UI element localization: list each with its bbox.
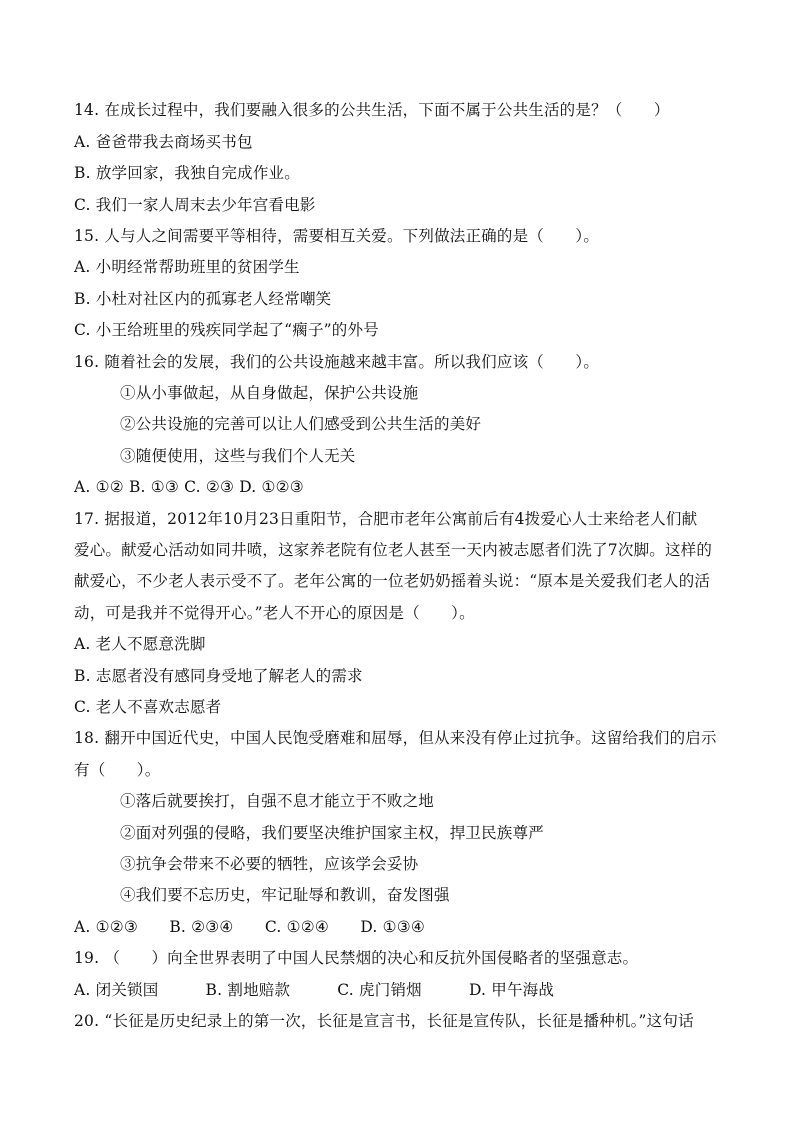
question-17-option-b: B. 志愿者没有感同身受地了解老人的需求 bbox=[74, 667, 363, 685]
question-18-stem-line-2: 有（ ）。 bbox=[74, 761, 161, 779]
question-14-option-b: B. 放学回家，我独自完成作业。 bbox=[74, 164, 300, 182]
question-18-item-3: ③抗争会带来不必要的牺牲，应该学会妥协 bbox=[120, 855, 419, 873]
question-18-item-1: ①落后就要挨打，自强不息才能立于不败之地 bbox=[120, 792, 435, 810]
question-16-stem: 16. 随着社会的发展，我们的公共设施越来越丰富。所以我们应该（ ）。 bbox=[74, 353, 600, 371]
question-17-stem-line-2: 爱心。献爱心活动如同井喷，这家养老院有位老人甚至一天内被志愿者们洗了7次脚。这样的 bbox=[74, 541, 713, 559]
question-17-stem-line-4: 动，可是我并不觉得开心。”老人不开心的原因是（ ）。 bbox=[74, 604, 475, 622]
question-17-option-a: A. 老人不愿意洗脚 bbox=[74, 635, 206, 653]
question-18-answer-options: A. ①②③ B. ②③④ C. ①②④ D. ①③④ bbox=[74, 918, 425, 936]
question-19-stem: 19. （ ）向全世界表明了中国人民禁烟的决心和反抗外国侵略者的坚强意志。 bbox=[74, 949, 639, 967]
question-15-stem: 15. 人与人之间需要平等相待，需要相互关爱。下列做法正确的是（ ）。 bbox=[74, 227, 600, 245]
question-15-option-b: B. 小杜对社区内的孤寡老人经常嘲笑 bbox=[74, 290, 332, 308]
question-19-answer-options: A. 闭关锁国 B. 割地赔款 C. 虎门销烟 D. 甲午海战 bbox=[74, 981, 555, 999]
question-20-stem: 20. “长征是历史纪录上的第一次，长征是宣言书，长征是宣传队，长征是播种机。”这句话 bbox=[74, 1012, 694, 1030]
question-16-item-2: ②公共设施的完善可以让人们感受到公共生活的美好 bbox=[120, 415, 482, 433]
question-18-stem-line-1: 18. 翻开中国近代史，中国人民饱受磨难和屈辱，但从来没有停止过抗争。这留给我们的启示 bbox=[74, 729, 717, 747]
question-18-item-4: ④我们要不忘历史，牢记耻辱和教训，奋发图强 bbox=[120, 886, 450, 904]
question-16-item-1: ①从小事做起，从自身做起，保护公共设施 bbox=[120, 384, 419, 402]
question-14-option-a: A. 爸爸带我去商场买书包 bbox=[74, 133, 253, 151]
question-16-item-3: ③随便使用，这些与我们个人无关 bbox=[120, 447, 356, 465]
question-15-option-c: C. 小王给班里的残疾同学起了“瘸子”的外号 bbox=[74, 321, 379, 339]
question-14-stem: 14. 在成长过程中，我们要融入很多的公共生活，下面不属于公共生活的是？（ ） bbox=[74, 101, 670, 119]
question-18-item-2: ②面对列强的侵略，我们要坚决维护国家主权，捍卫民族尊严 bbox=[120, 824, 544, 842]
question-14-option-c: C. 我们一家人周末去少年宫看电影 bbox=[74, 196, 316, 214]
question-15-option-a: A. 小明经常帮助班里的贫困学生 bbox=[74, 258, 300, 276]
question-17-stem-line-1: 17. 据报道，2012年10月23日重阳节，合肥市老年公寓前后有4拨爱心人士来给老人们献 bbox=[74, 510, 698, 528]
question-17-option-c: C. 老人不喜欢志愿者 bbox=[74, 698, 222, 716]
question-16-answer-options: A. ①② B. ①③ C. ②③ D. ①②③ bbox=[74, 478, 304, 496]
question-17-stem-line-3: 献爱心，不少老人表示受不了。老年公寓的一位老奶奶摇着头说：“原本是关爱我们老人的活 bbox=[74, 572, 711, 590]
